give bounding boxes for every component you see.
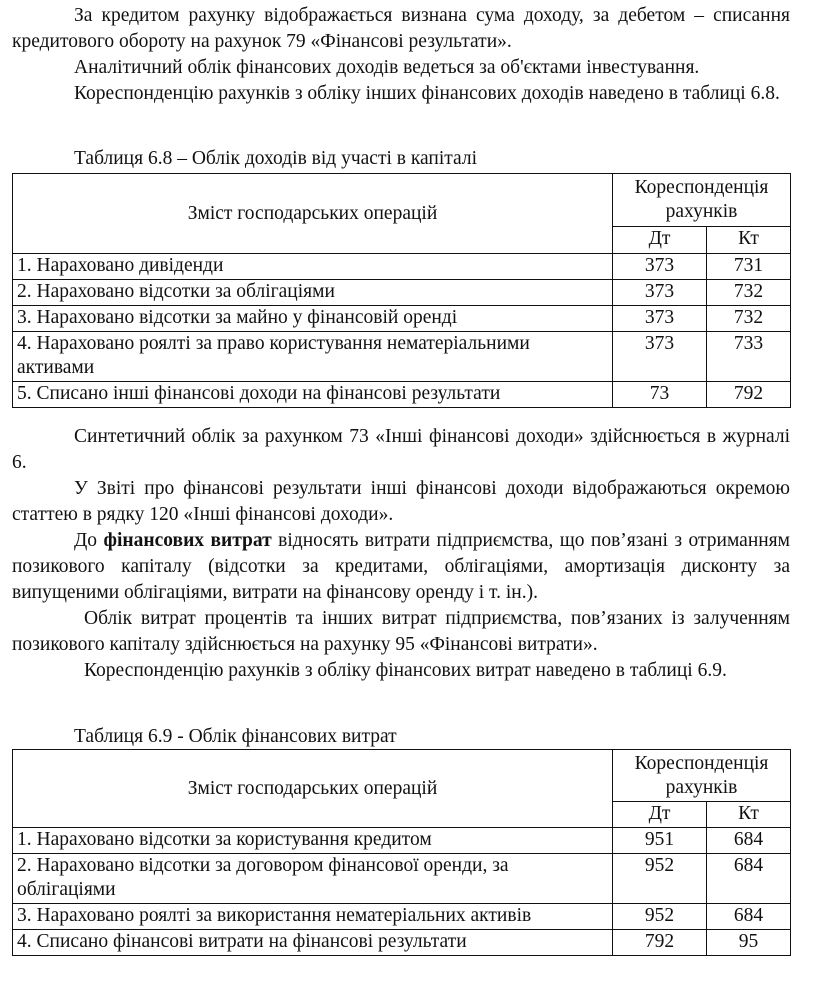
credit-cell: 684 bbox=[707, 904, 791, 930]
header-debit: Дт bbox=[613, 802, 707, 828]
debit-cell: 792 bbox=[613, 930, 707, 956]
paragraph-3: Кореспонденцію рахунків з обліку інших фінансових доходів наведено в таблиці 6.8. bbox=[74, 83, 780, 104]
header-operations: Зміст господарських операцій bbox=[13, 750, 613, 828]
bold-term: фінансових витрат bbox=[103, 530, 272, 551]
debit-cell: 373 bbox=[613, 280, 707, 306]
operation-cell: 5. Списано інші фінансові доходи на фінансові результати bbox=[13, 382, 613, 408]
header-credit: Кт bbox=[707, 802, 791, 828]
credit-cell: 733 bbox=[707, 332, 791, 382]
debit-cell: 373 bbox=[613, 254, 707, 280]
debit-cell: 73 bbox=[613, 382, 707, 408]
credit-cell: 792 bbox=[707, 382, 791, 408]
table-row bbox=[13, 382, 791, 408]
credit-cell: 732 bbox=[707, 306, 791, 332]
credit-cell: 732 bbox=[707, 280, 791, 306]
intro-text bbox=[12, 3, 790, 107]
table-row bbox=[13, 828, 791, 854]
operation-cell: 4. Списано фінансові витрати на фінансові результати bbox=[13, 930, 613, 956]
credit-cell: 95 bbox=[707, 930, 791, 956]
paragraph-6: До фінансових витрат відносять витрати підприємства, що пов’язані з отриманням позикового капіталу (відсотки за кредитами, облігаціями, амортизація дисконту за випущеними облігаціями, витрати на фінансову оренду і т. ін.). bbox=[12, 530, 790, 603]
credit-cell: 731 bbox=[707, 254, 791, 280]
table-row bbox=[13, 254, 791, 280]
table-row bbox=[13, 280, 791, 306]
paragraph-2: Аналітичний облік фінансових доходів ведеться за об'єктами інвестування. bbox=[74, 57, 700, 78]
header-credit: Кт bbox=[707, 227, 791, 254]
operation-cell: 1. Нараховано дивіденди bbox=[13, 254, 613, 280]
table-row bbox=[13, 904, 791, 930]
paragraph-5: У Звіті про фінансові результати інші фінансові доходи відображаються окремою статтею в рядку 120 «Інші фінансові доходи». bbox=[12, 478, 790, 525]
operation-cell: 3. Нараховано роялті за використання нематеріальних активів bbox=[13, 904, 613, 930]
operation-cell: 3. Нараховано відсотки за майно у фінансовій оренді bbox=[13, 306, 613, 332]
debit-cell: 373 bbox=[613, 332, 707, 382]
table-row bbox=[13, 332, 791, 382]
paragraph-8: Кореспонденцію рахунків з обліку фінансових витрат наведено в таблиці 6.9. bbox=[84, 660, 727, 681]
operation-cell: 1. Нараховано відсотки за користування кредитом bbox=[13, 828, 613, 854]
paragraph-7: Облік витрат процентів та інших витрат підприємства, пов’язаних із залученням позикового капіталу здійснюється на рахунку 95 «Фінансові витрати». bbox=[12, 608, 790, 655]
table-row bbox=[13, 854, 791, 904]
credit-cell: 684 bbox=[707, 828, 791, 854]
header-correspondence: Кореспонденція рахунків bbox=[613, 174, 791, 227]
credit-cell: 684 bbox=[707, 854, 791, 904]
table-6-9 bbox=[12, 749, 791, 956]
paragraph-1: За кредитом рахунку відображається визнана сума доходу, за дебетом – списання кредитового обороту на рахунок 79 «Фінансові результати». bbox=[12, 5, 790, 52]
table-row bbox=[13, 306, 791, 332]
operation-cell: 2. Нараховано відсотки за договором фінансової оренди, за облігаціями bbox=[13, 854, 613, 904]
header-operations: Зміст господарських операцій bbox=[13, 174, 613, 254]
header-debit: Дт bbox=[613, 227, 707, 254]
table-row bbox=[13, 930, 791, 956]
table-6-9-caption: Таблиця 6.9 - Облік фінансових витрат bbox=[74, 726, 397, 747]
debit-cell: 952 bbox=[613, 904, 707, 930]
body-text bbox=[12, 424, 790, 684]
debit-cell: 951 bbox=[613, 828, 707, 854]
table-6-8-caption: Таблиця 6.8 – Облік доходів від участі в капіталі bbox=[74, 148, 478, 169]
debit-cell: 952 bbox=[613, 854, 707, 904]
operation-cell: 4. Нараховано роялті за право користування нематеріальними активами bbox=[13, 332, 613, 382]
header-correspondence: Кореспонденція рахунків bbox=[613, 750, 791, 802]
debit-cell: 373 bbox=[613, 306, 707, 332]
paragraph-4: Синтетичний облік за рахунком 73 «Інші фінансові доходи» здійснюється в журналі 6. bbox=[12, 426, 790, 473]
table-6-8 bbox=[12, 173, 791, 408]
operation-cell: 2. Нараховано відсотки за облігаціями bbox=[13, 280, 613, 306]
